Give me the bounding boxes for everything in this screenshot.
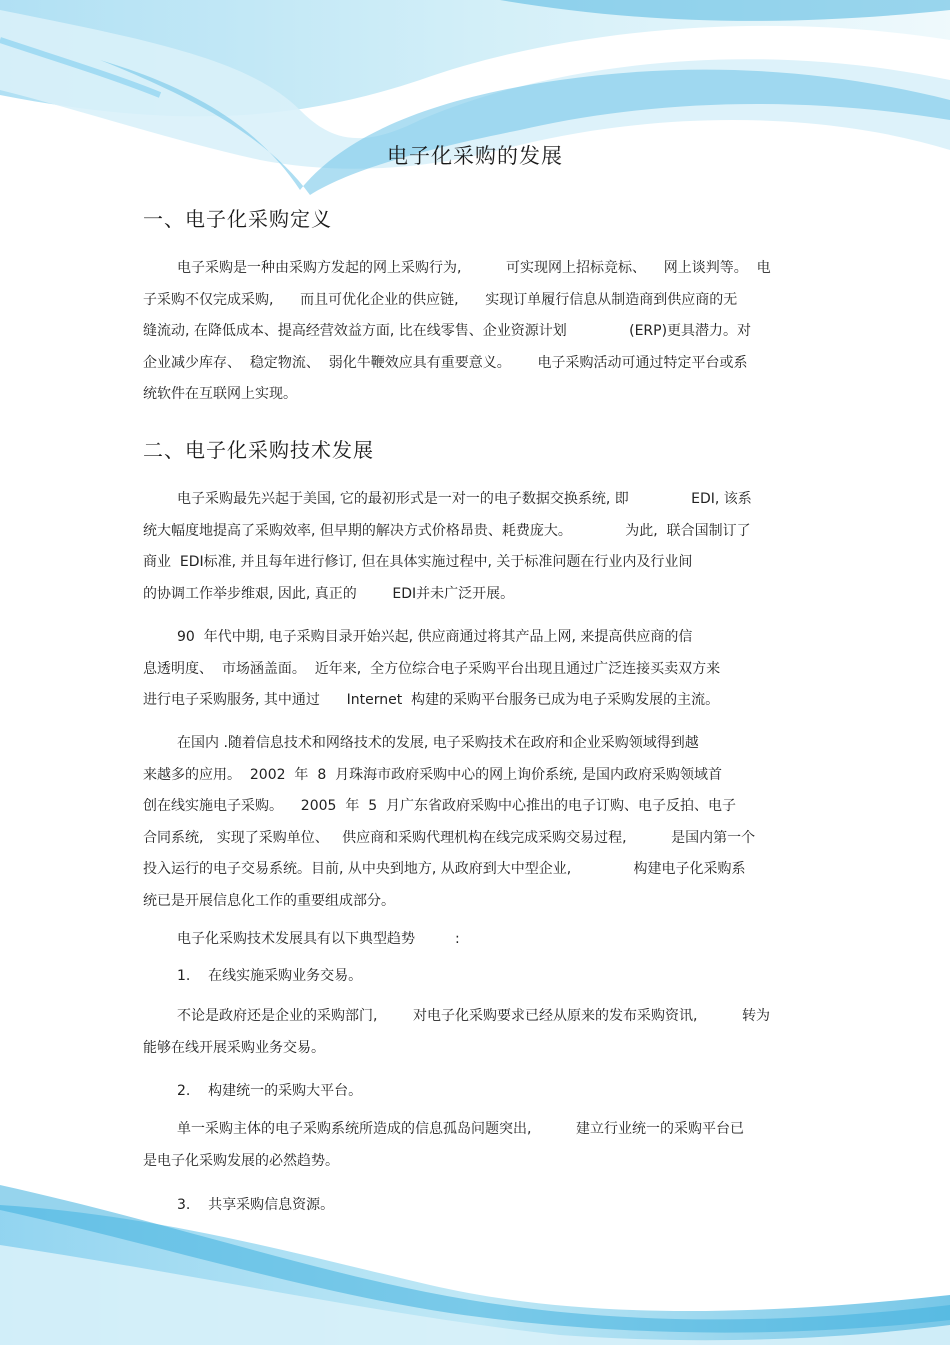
trend-item-3: 3. 共享采购信息资源。 <box>177 1197 335 1213</box>
paragraph-line: 的协调工作举步维艰, 因此, 真正的 EDI并未广泛开展。 <box>143 585 515 602</box>
paragraph-line: 统已是开展信息化工作的重要组成部分。 <box>143 892 395 909</box>
paragraph-line: 电子采购是一种由采购方发起的网上采购行为, 可实现网上招标竞标、 网上谈判等。 电 <box>177 260 771 276</box>
paragraph-line: 企业减少库存、 稳定物流、 弱化牛鞭效应具有重要意义。 电子采购活动可通过特定平台或系 <box>143 354 748 371</box>
tech-paragraph-1 <box>143 484 808 610</box>
paragraph-line: 在国内 .随着信息技术和网络技术的发展, 电子采购技术在政府和企业采购领域得到越 <box>177 735 699 751</box>
paragraph-line: 商业 EDI标准, 并且每年进行修订, 但在具体实施过程中, 关于标准问题在行业内及行业间 <box>143 554 693 570</box>
trend-intro-line: 电子化采购技术发展具有以下典型趋势 : <box>177 931 460 947</box>
trend-item-1-desc <box>143 1001 808 1064</box>
paragraph-line: 能够在线开展采购业务交易。 <box>143 1039 325 1056</box>
trend-item-2-desc <box>143 1114 808 1177</box>
paragraph-line: 子采购不仅完成采购, 而且可优化企业的供应链, 实现订单履行信息从制造商到供应商的无 <box>143 291 738 308</box>
paragraph-line: 电子采购最先兴起于美国, 它的最初形式是一对一的电子数据交换系统, 即 EDI, 该系 <box>177 491 752 507</box>
definition-paragraph <box>143 253 808 411</box>
section-heading-definition: 一、电子化采购定义 <box>143 207 332 231</box>
paragraph-line: 不论是政府还是企业的采购部门, 对电子化采购要求已经从原来的发布采购资讯, 转为 <box>177 1008 771 1024</box>
paragraph-line: 来越多的应用。 2002 年 8 月珠海市政府采购中心的网上询价系统, 是国内政府采购领域首 <box>143 766 723 783</box>
paragraph-line: 息透明度、 市场涵盖面。 近年来, 全方位综合电子采购平台出现且通过广泛连接买卖双方来 <box>143 660 721 677</box>
paragraph-line: 合同系统, 实现了采购单位、 供应商和采购代理机构在线完成采购交易过程, 是国内第一个 <box>143 829 756 846</box>
paragraph-line: 单一采购主体的电子采购系统所造成的信息孤岛问题突出, 建立行业统一的采购平台已 <box>177 1121 744 1137</box>
trend-intro <box>143 924 808 956</box>
paragraph-line: 统软件在互联网上实现。 <box>143 386 297 402</box>
document-title: 电子化采购的发展 <box>387 144 563 168</box>
paragraph-line: 统大幅度地提高了采购效率, 但早期的解决方式价格昂贵、耗费庞大。 为此, 联合国制订了 <box>143 522 751 539</box>
paragraph-line: 投入运行的电子交易系统。目前, 从中央到地方, 从政府到大中型企业, 构建电子化采购系 <box>143 861 746 877</box>
paragraph-line: 缝流动, 在降低成本、提高经营效益方面, 比在线零售、企业资源计划 (ERP)更具潜力。对 <box>143 323 752 339</box>
tech-paragraph-2 <box>143 622 808 717</box>
paragraph-line: 90 年代中期, 电子采购目录开始兴起, 供应商通过将其产品上网, 来提高供应商的信 <box>177 629 693 645</box>
trend-item-1: 1. 在线实施采购业务交易。 <box>177 968 363 984</box>
section-heading-tech-development: 二、电子化采购技术发展 <box>143 438 374 462</box>
paragraph-line: 创在线实施电子采购。 2005 年 5 月广东省政府采购中心推出的电子订购、电子反拍、电子 <box>143 798 737 814</box>
paragraph-line: 进行电子采购服务, 其中通过 Internet 构建的采购平台服务已成为电子采购发展的主流。 <box>143 692 720 708</box>
tech-paragraph-3 <box>143 728 808 917</box>
trend-item-2: 2. 构建统一的采购大平台。 <box>177 1083 363 1099</box>
paragraph-line: 是电子化采购发展的必然趋势。 <box>143 1152 339 1169</box>
